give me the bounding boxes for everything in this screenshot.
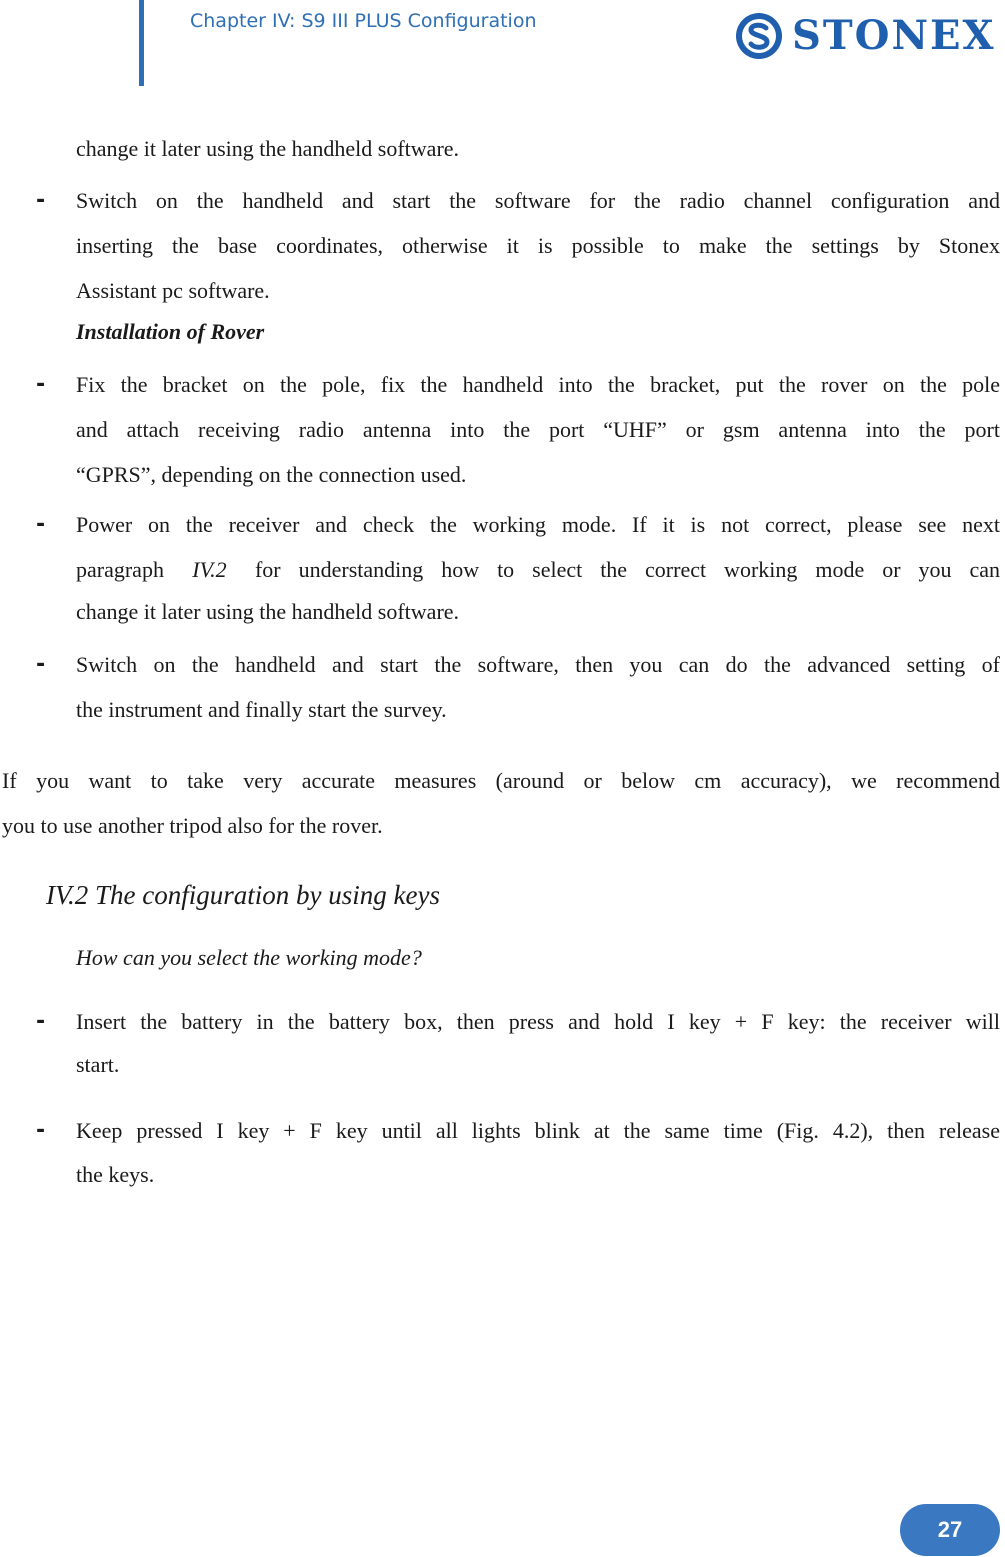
- stonex-logo-icon: [734, 11, 784, 61]
- header-accent-bar: [139, 0, 144, 86]
- bullet-switch-on-base-line-3: Assistant pc software.: [76, 278, 270, 303]
- bullet-dash: -: [36, 1009, 46, 1034]
- bullet-power-on-text-a: paragraph: [76, 557, 164, 582]
- bullet-switch-on-rover-line-1: Switch on the handheld and start the software, then you can do the advanced setting of: [76, 652, 1000, 677]
- page-number-badge: [900, 1504, 1000, 1556]
- rover-heading: Installation of Rover: [76, 319, 265, 344]
- paragraph-reference: IV.2: [192, 557, 227, 582]
- section-heading: IV.2 The configuration by using keys: [46, 880, 440, 910]
- bullet-keep-pressed-line-1: Keep pressed I key + F key until all lights blink at the same time (Fig. 4.2), then release: [76, 1118, 1000, 1143]
- bullet-fix-bracket-line-1: Fix the bracket on the pole, fix the handheld into the bracket, put the rover on the pole: [76, 372, 1000, 397]
- stonex-logo: [734, 10, 998, 62]
- question-subheading: How can you select the working mode?: [76, 945, 422, 970]
- bullet-dash: -: [36, 512, 46, 537]
- logo-wordmark: STONEX: [792, 12, 996, 59]
- bullet-dash: -: [36, 1118, 46, 1143]
- bullet-keep-pressed-line-2: the keys.: [76, 1162, 155, 1187]
- bullet-switch-on-rover-line-2: the instrument and finally start the survey.: [76, 697, 447, 722]
- bullet-fix-bracket-line-3: “GPRS”, depending on the connection used.: [76, 462, 467, 487]
- bullet-dash: -: [36, 188, 46, 213]
- continuation-text: change it later using the handheld software.: [76, 136, 460, 161]
- bullet-switch-on-base-line-2: inserting the base coordinates, otherwise it is possible to make the settings by Stonex: [76, 233, 1000, 258]
- bullet-power-on-line-2: [76, 555, 1000, 585]
- accuracy-paragraph-line-2: you to use another tripod also for the rover.: [2, 813, 383, 838]
- bullet-power-on-line-1: Power on the receiver and check the working mode. If it is not correct, please see next: [76, 512, 1000, 537]
- bullet-power-on-line-3: change it later using the handheld software.: [76, 599, 460, 624]
- bullet-dash: -: [36, 372, 46, 397]
- page-number: 27: [937, 1517, 963, 1542]
- chapter-title: Chapter IV: S9 III PLUS Configuration: [190, 10, 537, 32]
- bullet-fix-bracket-line-2: and attach receiving radio antenna into the port “UHF” or gsm antenna into the port: [76, 417, 1000, 442]
- bullet-switch-on-base-line-1: Switch on the handheld and start the software for the radio channel configuration and: [76, 188, 1000, 213]
- bullet-power-on-text-b: for understanding how to select the correct working mode or you can: [254, 557, 1000, 582]
- bullet-dash: -: [36, 652, 46, 677]
- accuracy-paragraph-line-1: If you want to take very accurate measures (around or below cm accuracy), we recommend: [2, 768, 1000, 793]
- bullet-insert-battery-line-1: Insert the battery in the battery box, then press and hold I key + F key: the receiver will: [76, 1009, 1000, 1034]
- bullet-insert-battery-line-2: start.: [76, 1052, 120, 1077]
